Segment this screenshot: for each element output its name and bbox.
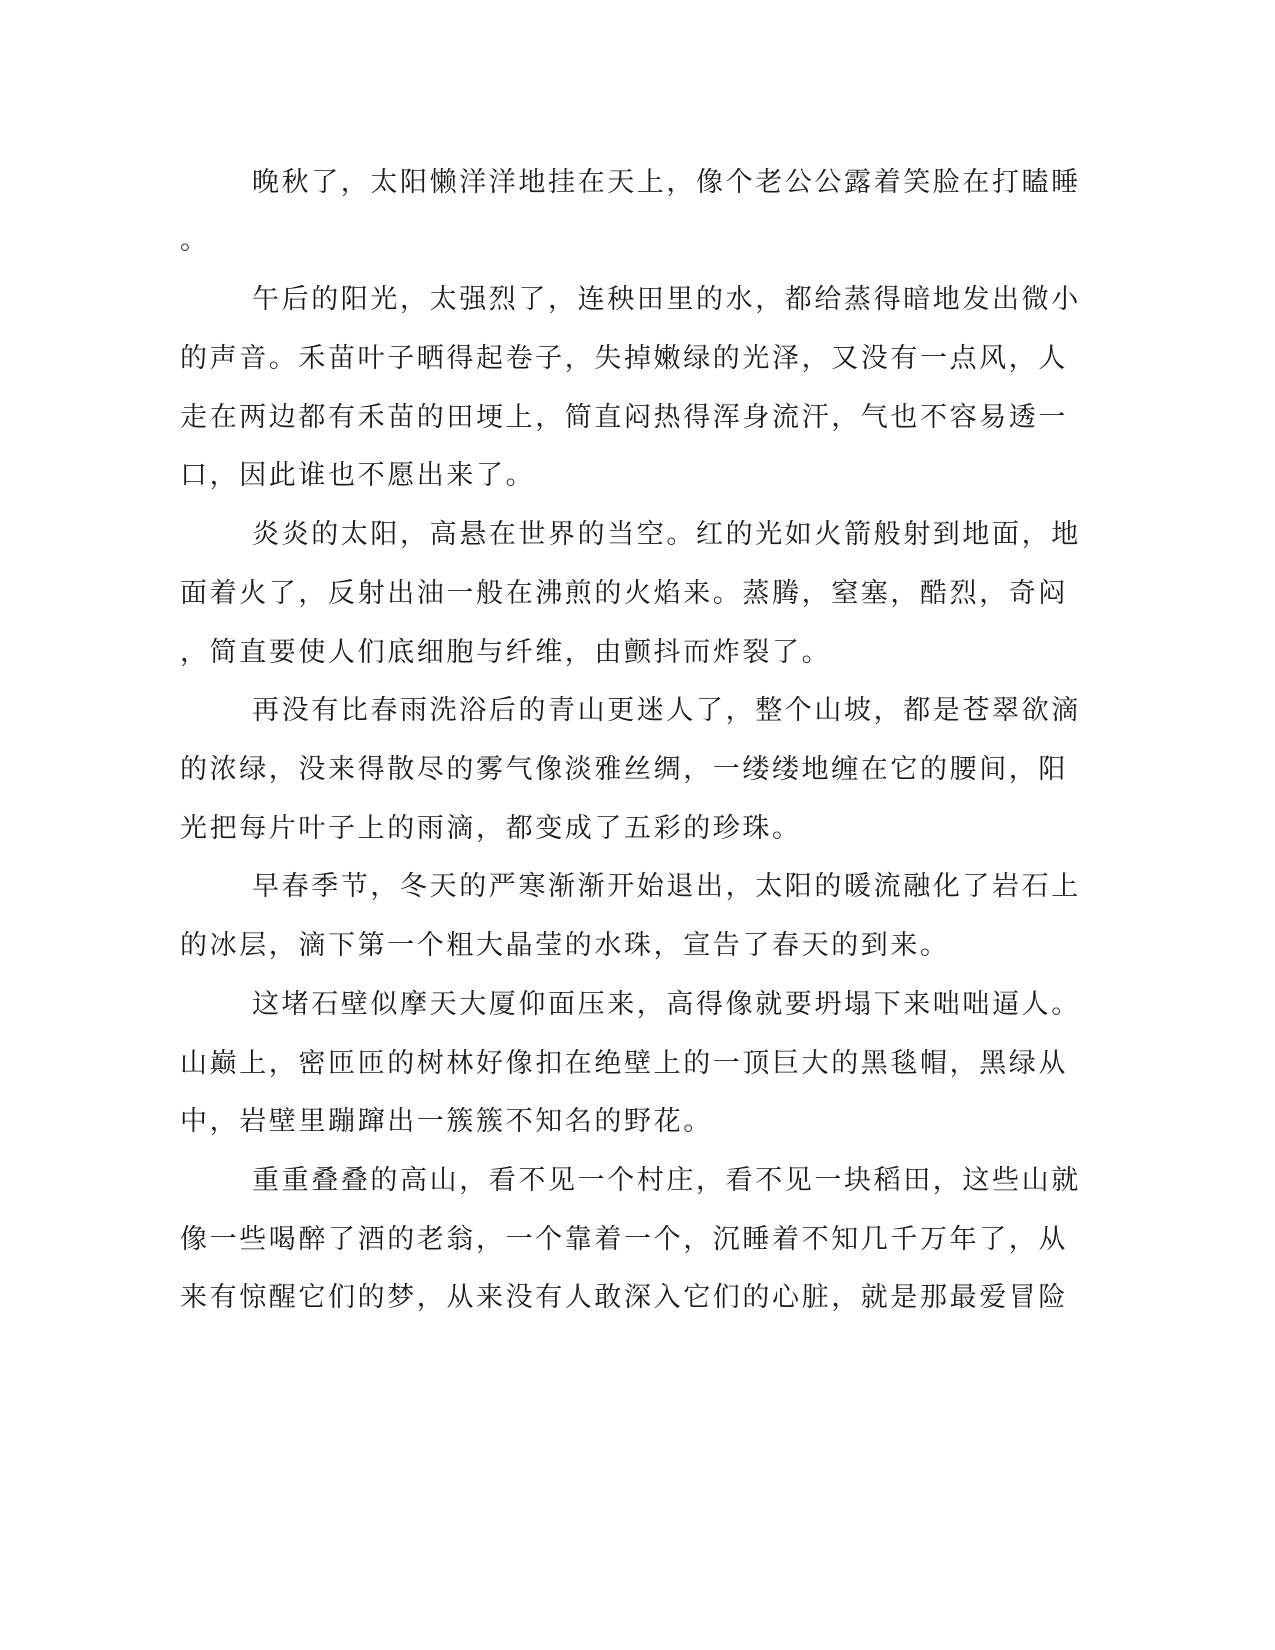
text-line: 。 — [180, 225, 210, 256]
text-line: 中，岩壁里蹦蹿出一簇簇不知名的野花。 — [180, 1106, 713, 1137]
text-line: 的浓绿，没来得散尽的雾气像淡雅丝绸，一缕缕地缠在它的腰间，阳 — [180, 754, 1068, 785]
text-line: 重重叠叠的高山，看不见一个村庄，看不见一块稻田，这些山就 — [252, 1165, 1081, 1196]
text-line: 再没有比春雨洗浴后的青山更迷人了，整个山坡，都是苍翠欲滴 — [252, 695, 1081, 726]
text-line: ，简直要使人们底细胞与纤维，由颤抖而炸裂了。 — [180, 637, 832, 668]
text-line: 这堵石壁似摩天大厦仰面压来，高得像就要坍塌下来咄咄逼人。 — [252, 989, 1081, 1020]
text-line: 晚秋了，太阳懒洋洋地挂在天上，像个老公公露着笑脸在打瞌睡 — [252, 167, 1081, 198]
text-line: 来有惊醒它们的梦，从来没有人敢深入它们的心脏，就是那最爱冒险 — [180, 1282, 1068, 1313]
text-line: 面着火了，反射出油一般在沸煎的火焰来。蒸腾，窒塞，酷烈，奇闷 — [180, 578, 1068, 609]
text-line: 口，因此谁也不愿出来了。 — [180, 460, 536, 491]
text-line: 走在两边都有禾苗的田埂上，简直闷热得浑身流汗，气也不容易透一 — [180, 402, 1068, 433]
text-line: 光把每片叶子上的雨滴，都变成了五彩的珍珠。 — [180, 813, 802, 844]
text-line: 炎炎的太阳，高悬在世界的当空。红的光如火箭般射到地面，地 — [252, 519, 1081, 550]
text-line: 的声音。禾苗叶子晒得起卷子，失掉嫩绿的光泽，又没有一点风，人 — [180, 343, 1068, 374]
text-line: 像一些喝醉了酒的老翁，一个靠着一个，沉睡着不知几千万年了，从 — [180, 1224, 1068, 1255]
text-line: 山巅上，密匝匝的树林好像扣在绝壁上的一顶巨大的黑毯帽，黑绿从 — [180, 1048, 1068, 1079]
text-line: 早春季节，冬天的严寒渐渐开始退出，太阳的暖流融化了岩石上 — [252, 871, 1081, 902]
text-line: 的冰层，滴下第一个粗大晶莹的水珠，宣告了春天的到来。 — [180, 930, 950, 961]
text-line: 午后的阳光，太强烈了，连秧田里的水，都给蒸得暗地发出微小 — [252, 284, 1081, 315]
